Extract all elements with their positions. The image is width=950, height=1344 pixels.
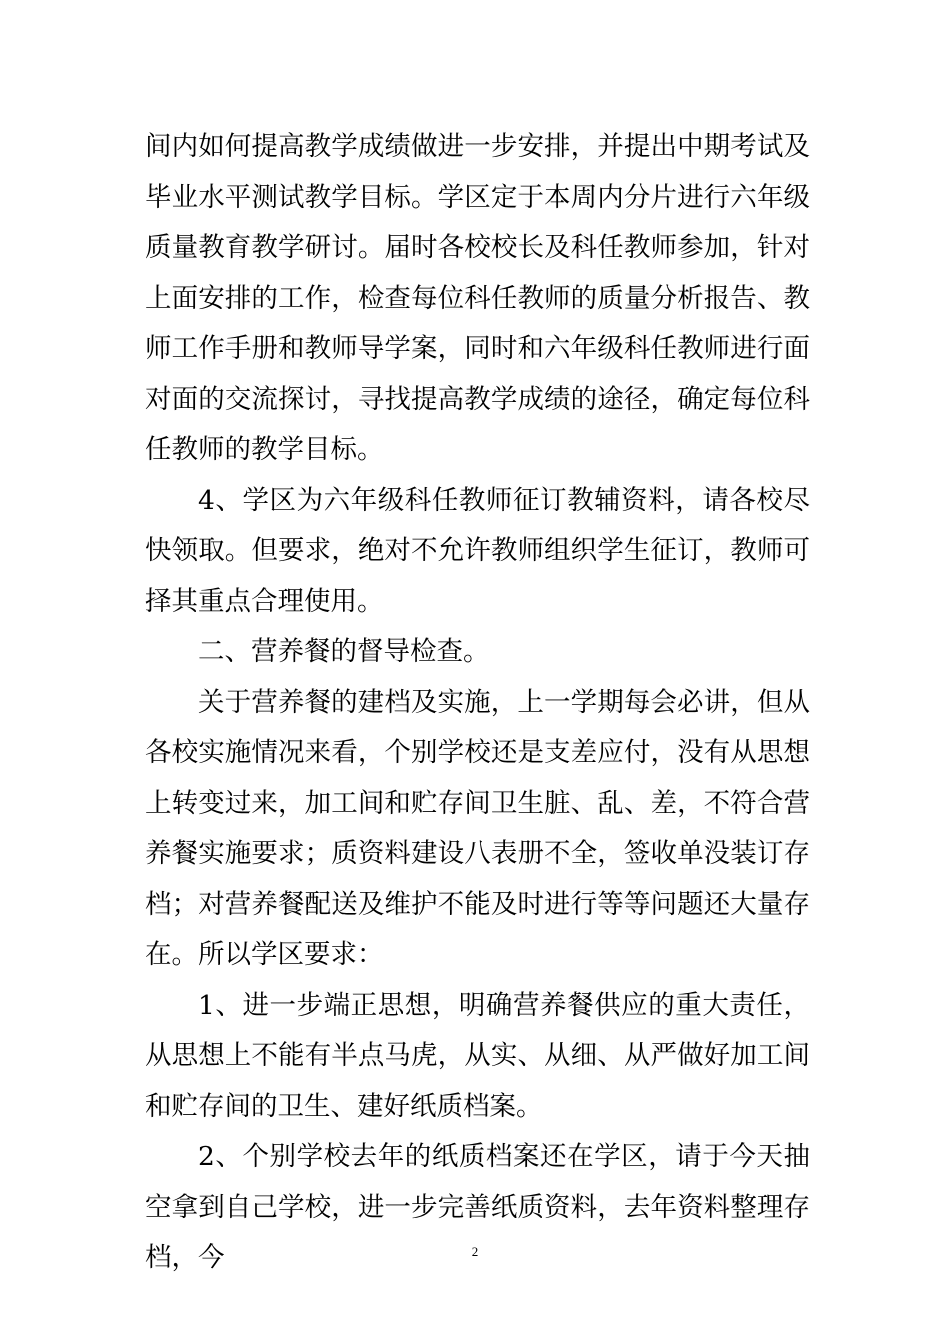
paragraph-item-2: 2、个别学校去年的纸质档案还在学区，请于今天抽空拿到自己学校，进一步完善纸质资料，去年资料整理存档，今 bbox=[145, 1141, 810, 1273]
section-heading-2: 二、营养餐的督导检查。 bbox=[198, 636, 490, 667]
paragraph-item-4: 4、学区为六年级科任教师征订教辅资料，请各校尽快领取。但要求，绝对不允许教师组织学生征订，教师可择其重点合理使用。 bbox=[145, 484, 810, 617]
paragraph-item-1: 1、进一步端正思想，明确营养餐供应的重大责任，从思想上不能有半点马虎，从实、从细、从严做好加工间和贮存间的卫生、建好纸质档案。 bbox=[145, 989, 810, 1122]
paragraph-nutrition-meal: 关于营养餐的建档及实施，上一学期每会必讲，但从各校实施情况来看，个别学校还是支差应付，没有从思想上转变过来，加工间和贮存间卫生脏、乱、差，不符合营养餐实施要求；质资料建设八表册不全，签收单没装订存档；对营养餐配送及维护不能及时进行等等问题还大量存在。所以学区要求： bbox=[145, 686, 810, 970]
paragraph-continuation: 间内如何提高教学成绩做进一步安排，并提出中期考试及毕业水平测试教学目标。学区定于本周内分片进行六年级质量教育教学研讨。届时各校校长及科任教师参加，针对上面安排的工作，检查每位科任教师的质量分析报告、教师工作手册和教师导学案，同时和六年级科任教师进行面对面的交流探讨，寻找提高教学成绩的途径，确定每位科任教师的教学目标。 bbox=[145, 131, 810, 465]
page-number: 2 bbox=[471, 1244, 479, 1259]
document-body bbox=[145, 122, 810, 1284]
